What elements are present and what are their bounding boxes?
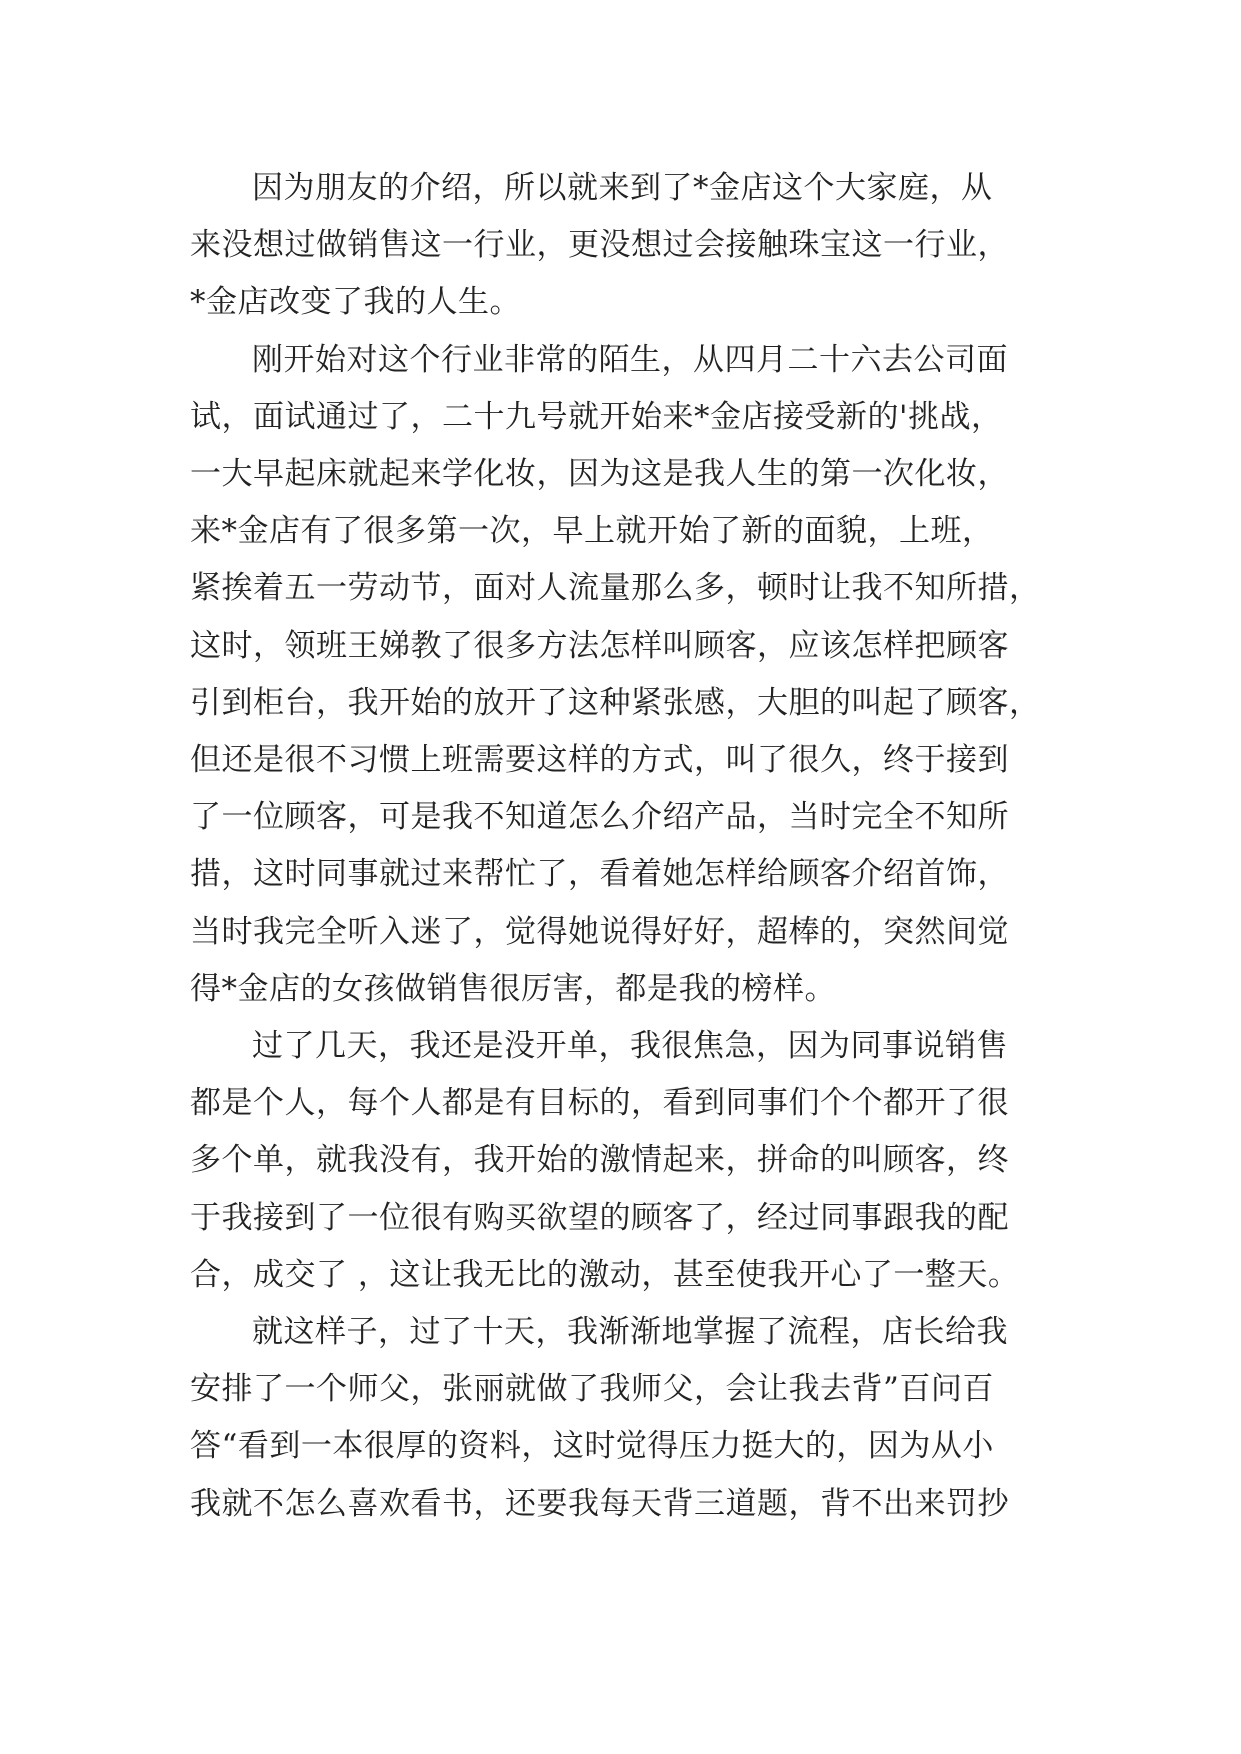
paragraph-line: 引到柜台，我开始的放开了这种紧张感，大胆的叫起了顾客， xyxy=(190,684,1041,721)
paragraph-line: 合，成交了 ，这让我无比的激动，甚至使我开心了一整天。 xyxy=(190,1256,1020,1293)
paragraph-line: 过了几天，我还是没开单，我很焦急，因为同事说销售 xyxy=(252,1028,1008,1065)
paragraph-line: 来没想过做销售这一行业，更没想过会接触珠宝这一行业， xyxy=(190,227,1009,264)
paragraph-line: 来*金店有了很多第一次，早上就开始了新的面貌，上班， xyxy=(190,513,994,550)
paragraph-line: 就这样子，过了十天，我渐渐地掌握了流程，店长给我 xyxy=(252,1314,1008,1351)
paragraph-line: 答“看到一本很厚的资料，这时觉得压力挺大的，因为从小 xyxy=(190,1428,994,1465)
paragraph-2 xyxy=(190,332,1050,1018)
paragraph-line: 这时，领班王娣教了很多方法怎样叫顾客，应该怎样把顾客 xyxy=(190,627,1009,664)
paragraph-line: 措，这时同事就过来帮忙了，看着她怎样给顾客介绍首饰， xyxy=(190,856,1009,893)
paragraph-line: *金店改变了我的人生。 xyxy=(190,284,521,321)
paragraph-line: 我就不怎么喜欢看书，还要我每天背三道题，背不出来罚抄 xyxy=(190,1485,1009,1522)
paragraph-line: 紧挨着五一劳动节，面对人流量那么多，顿时让我不知所措， xyxy=(190,570,1041,607)
paragraph-line: 一大早起床就起来学化妆，因为这是我人生的第一次化妆， xyxy=(190,456,1009,493)
paragraph-line: 安排了一个师父，张丽就做了我师父，会让我去背”百问百 xyxy=(190,1371,994,1408)
paragraph-line: 刚开始对这个行业非常的陌生，从四月二十六去公司面 xyxy=(252,341,1008,378)
paragraph-line: 得*金店的女孩做销售很厉害，都是我的榜样。 xyxy=(190,970,836,1007)
paragraph-line: 因为朋友的介绍，所以就来到了*金店这个大家庭，从 xyxy=(252,170,993,206)
paragraph-line: 试，面试通过了，二十九号就开始来*金店接受新的'挑战， xyxy=(190,398,1003,435)
paragraph-3 xyxy=(190,1018,1050,1304)
paragraph-4 xyxy=(190,1304,1050,1533)
paragraph-line: 多个单，就我没有，我开始的激情起来，拼命的叫顾客，终 xyxy=(190,1142,1009,1179)
paragraph-line: 都是个人，每个人都是有目标的，看到同事们个个都开了很 xyxy=(190,1085,1009,1122)
document-body xyxy=(190,160,1050,1533)
paragraph-1 xyxy=(190,160,1050,332)
paragraph-line: 当时我完全听入迷了，觉得她说得好好，超棒的，突然间觉 xyxy=(190,913,1009,950)
paragraph-line: 于我接到了一位很有购买欲望的顾客了，经过同事跟我的配 xyxy=(190,1199,1009,1236)
paragraph-line: 了一位顾客，可是我不知道怎么介绍产品，当时完全不知所 xyxy=(190,799,1009,836)
paragraph-line: 但还是很不习惯上班需要这样的方式，叫了很久，终于接到 xyxy=(190,742,1009,779)
